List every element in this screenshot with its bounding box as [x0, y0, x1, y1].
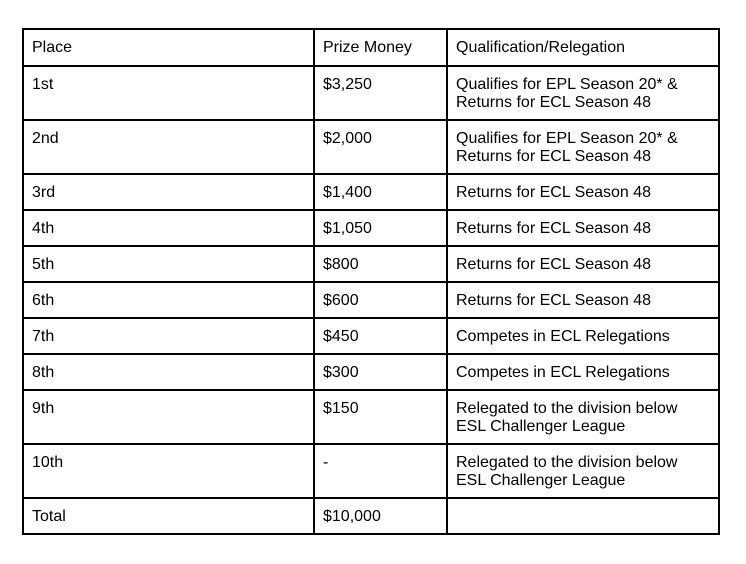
cell-qualification: [447, 498, 719, 534]
cell-place: 9th: [23, 390, 314, 444]
cell-place: 2nd: [23, 120, 314, 174]
qualification-line: Relegated to the division below: [456, 454, 678, 471]
qualification-line: Qualifies for EPL Season 20* &: [456, 76, 678, 93]
table-row: [23, 498, 719, 534]
cell-place: 3rd: [23, 174, 314, 210]
cell-qualification: [447, 210, 719, 246]
qualification-line: ESL Challenger League: [456, 472, 626, 489]
cell-prize-money: $800: [314, 246, 447, 282]
qualification-line: Qualifies for EPL Season 20* &: [456, 130, 678, 147]
cell-prize-money: $150: [314, 390, 447, 444]
qualification-line: Returns for ECL Season 48: [456, 256, 652, 273]
cell-qualification: [447, 318, 719, 354]
cell-prize-money: $10,000: [314, 498, 447, 534]
cell-qualification: [447, 390, 719, 444]
cell-place: 1st: [23, 66, 314, 120]
table-row: [23, 390, 719, 444]
cell-prize-money: $2,000: [314, 120, 447, 174]
cell-place: 4th: [23, 210, 314, 246]
cell-place: 5th: [23, 246, 314, 282]
cell-prize-money: -: [314, 444, 447, 498]
cell-place: 7th: [23, 318, 314, 354]
table-row: [23, 354, 719, 390]
table-row: [23, 66, 719, 120]
cell-qualification: [447, 444, 719, 498]
cell-qualification: [447, 120, 719, 174]
cell-prize-money: $450: [314, 318, 447, 354]
qualification-line: Returns for ECL Season 48: [456, 292, 652, 309]
header-place: Place: [23, 29, 314, 66]
qualification-line: ESL Challenger League: [456, 418, 626, 435]
header-row: [23, 29, 719, 66]
header-qualification: Qualification/Relegation: [447, 29, 719, 66]
cell-place: 6th: [23, 282, 314, 318]
cell-place: 10th: [23, 444, 314, 498]
table-row: [23, 246, 719, 282]
prize-table: [22, 28, 720, 535]
table-row: [23, 174, 719, 210]
cell-qualification: [447, 66, 719, 120]
cell-qualification: [447, 354, 719, 390]
qualification-line: Relegated to the division below: [456, 400, 678, 417]
cell-qualification: [447, 246, 719, 282]
header-prize-money: Prize Money: [314, 29, 447, 66]
table-row: [23, 318, 719, 354]
qualification-line: Competes in ECL Relegations: [456, 328, 670, 345]
qualification-line: Competes in ECL Relegations: [456, 364, 670, 381]
cell-qualification: [447, 282, 719, 318]
cell-prize-money: $1,400: [314, 174, 447, 210]
qualification-line: Returns for ECL Season 48: [456, 184, 652, 201]
table-row: [23, 444, 719, 498]
table-row: [23, 282, 719, 318]
cell-place: Total: [23, 498, 314, 534]
table-row: [23, 120, 719, 174]
cell-qualification: [447, 174, 719, 210]
qualification-line: Returns for ECL Season 48: [456, 94, 652, 111]
cell-prize-money: $3,250: [314, 66, 447, 120]
cell-prize-money: $300: [314, 354, 447, 390]
table-body: [23, 29, 719, 534]
cell-prize-money: $600: [314, 282, 447, 318]
table-row: [23, 210, 719, 246]
qualification-line: Returns for ECL Season 48: [456, 148, 652, 165]
cell-place: 8th: [23, 354, 314, 390]
qualification-line: Returns for ECL Season 48: [456, 220, 652, 237]
cell-prize-money: $1,050: [314, 210, 447, 246]
